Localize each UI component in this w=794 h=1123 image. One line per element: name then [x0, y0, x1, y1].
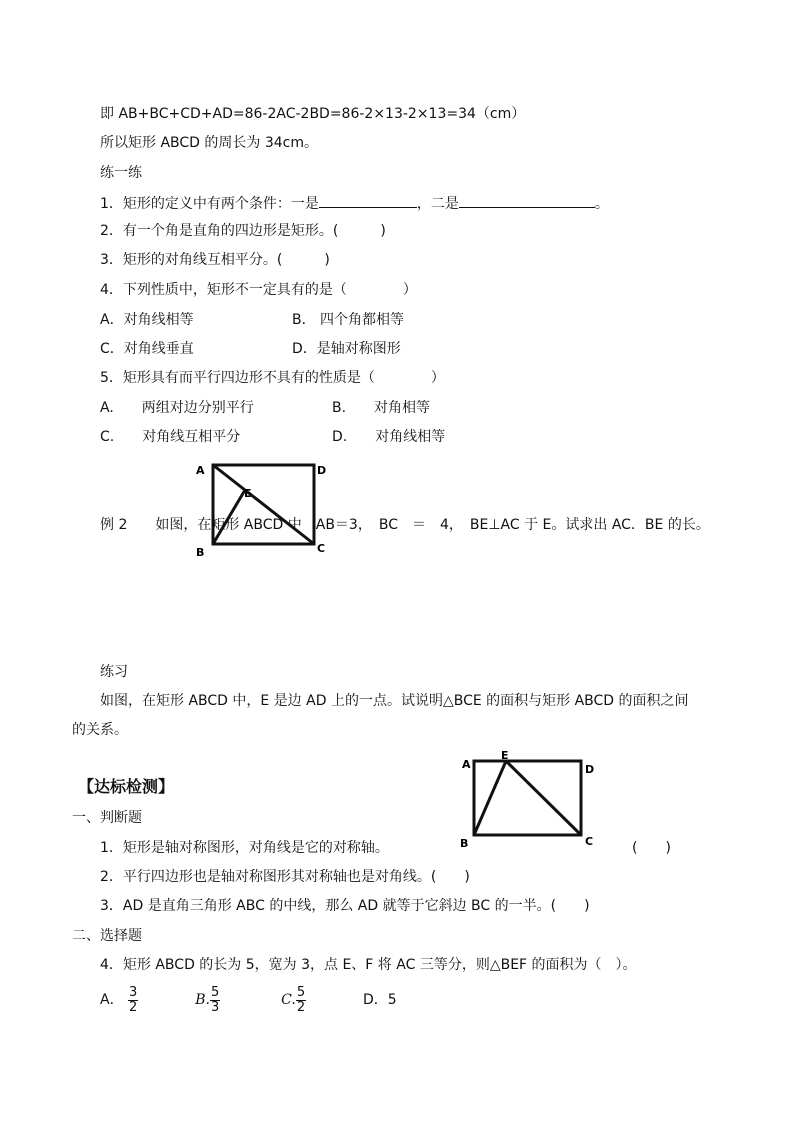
- label-c: C: [585, 835, 594, 848]
- question-5-option-b: B. 对角相等: [332, 400, 431, 416]
- option-c-denominator: 2: [296, 999, 306, 1015]
- label-b: B: [196, 546, 205, 558]
- practice-2-heading: 练习: [100, 664, 128, 680]
- option-b[interactable]: [195, 984, 224, 1015]
- label-d: D: [317, 464, 327, 477]
- question-1: [100, 193, 609, 213]
- label-d: D: [585, 763, 595, 776]
- label-e: E: [501, 749, 509, 762]
- question-4-option-b: B． 四个角都相等: [292, 312, 405, 328]
- question-4-option-a: A．对角线相等: [100, 312, 194, 328]
- question-5-option-d: D. 对角线相等: [332, 429, 446, 445]
- part-1-heading: 一、判断题: [72, 810, 142, 826]
- example-2-text: 例 2 如图，在矩形 ABCD 中 AB＝3， BC ＝ 4， BE⊥AC 于 E。试求出 AC．BE 的长。: [100, 517, 710, 533]
- practice-heading: 练一练: [100, 165, 142, 181]
- part-2-heading: 二、选择题: [72, 928, 142, 944]
- answer-blank-1[interactable]: [319, 193, 417, 208]
- option-a-numerator: 3: [129, 984, 138, 1000]
- option-d[interactable]: D．5: [363, 992, 397, 1008]
- option-b-fraction: [210, 986, 220, 1015]
- option-a-label: A．: [100, 992, 124, 1008]
- question-5-option-a: A. 两组对边分别平行: [100, 400, 254, 416]
- answer-blank-2[interactable]: [459, 193, 595, 208]
- question-4-option-d: D．是轴对称图形: [292, 341, 401, 357]
- practice-2-rectangle-figure: [456, 746, 606, 848]
- label-a: A: [196, 464, 205, 477]
- practice-2-line-2: 的关系。: [72, 722, 128, 738]
- question-4: 4．下列性质中，矩形不一定具有的是（ ）: [100, 282, 417, 298]
- question-1-prefix: 1．矩形的定义中有两个条件：一是: [100, 196, 319, 212]
- option-b-denominator: 3: [210, 999, 220, 1015]
- check-section-title: 【达标检测】: [78, 777, 175, 796]
- segment-ce: [506, 761, 581, 835]
- question-5-option-c: C. 对角线互相平分: [100, 429, 241, 445]
- segment-be: [474, 761, 506, 835]
- solution-line-2: 所以矩形 ABCD 的周长为 34cm。: [100, 135, 318, 151]
- question-2: 2．有一个角是直角的四边形是矩形。( ): [100, 223, 386, 239]
- option-b-numerator: 5: [210, 984, 220, 1000]
- label-c: C: [317, 542, 326, 555]
- question-4-option-c: C．对角线垂直: [100, 341, 194, 357]
- label-e: E: [244, 487, 252, 500]
- question-5: 5．矩形具有而平行四边形不具有的性质是（ ）: [100, 370, 445, 386]
- option-b-label: B.: [195, 992, 210, 1008]
- judge-question-3: 3．AD 是直角三角形 ABC 的中线，那么 AD 就等于它斜边 BC 的一半。( ): [100, 898, 590, 914]
- judge-question-2: 2．平行四边形也是轴对称图形其对称轴也是对角线。( ): [100, 869, 470, 885]
- choice-question-4: 4．矩形 ABCD 的长为 5，宽为 3，点 E、F 将 AC 三等分，则△BEF 的面积为（ ）。: [100, 957, 637, 973]
- question-1-mid: ，二是: [416, 196, 459, 212]
- perpendicular-be: [213, 490, 245, 544]
- option-c-numerator: 5: [296, 984, 306, 1000]
- label-a: A: [462, 758, 471, 771]
- judge-question-1-answer[interactable]: ( ): [632, 840, 671, 856]
- option-a-denominator: 2: [129, 999, 138, 1015]
- practice-2-line-1: 如图，在矩形 ABCD 中，E 是边 AD 上的一点。试说明△BCE 的面积与矩形 ABCD 的面积之间: [100, 693, 689, 709]
- question-3: 3．矩形的对角线互相平分。( ): [100, 252, 330, 268]
- question-1-end: 。: [594, 196, 609, 212]
- judge-question-1: 1．矩形是轴对称图形，对角线是它的对称轴。: [100, 840, 389, 856]
- option-a-fraction: [128, 986, 138, 1015]
- option-c-fraction: [296, 986, 306, 1015]
- option-c-label: C.: [281, 992, 296, 1008]
- choice-question-4-options: [100, 982, 397, 1018]
- diagonal-ac: [213, 465, 314, 544]
- label-b: B: [460, 837, 469, 848]
- option-a[interactable]: [100, 984, 143, 1015]
- option-c[interactable]: [281, 984, 310, 1015]
- example-2-rectangle-figure: [192, 458, 334, 558]
- solution-line-1: 即 AB+BC+CD+AD=86-2AC-2BD=86-2×13-2×13=34（cm）: [100, 106, 526, 122]
